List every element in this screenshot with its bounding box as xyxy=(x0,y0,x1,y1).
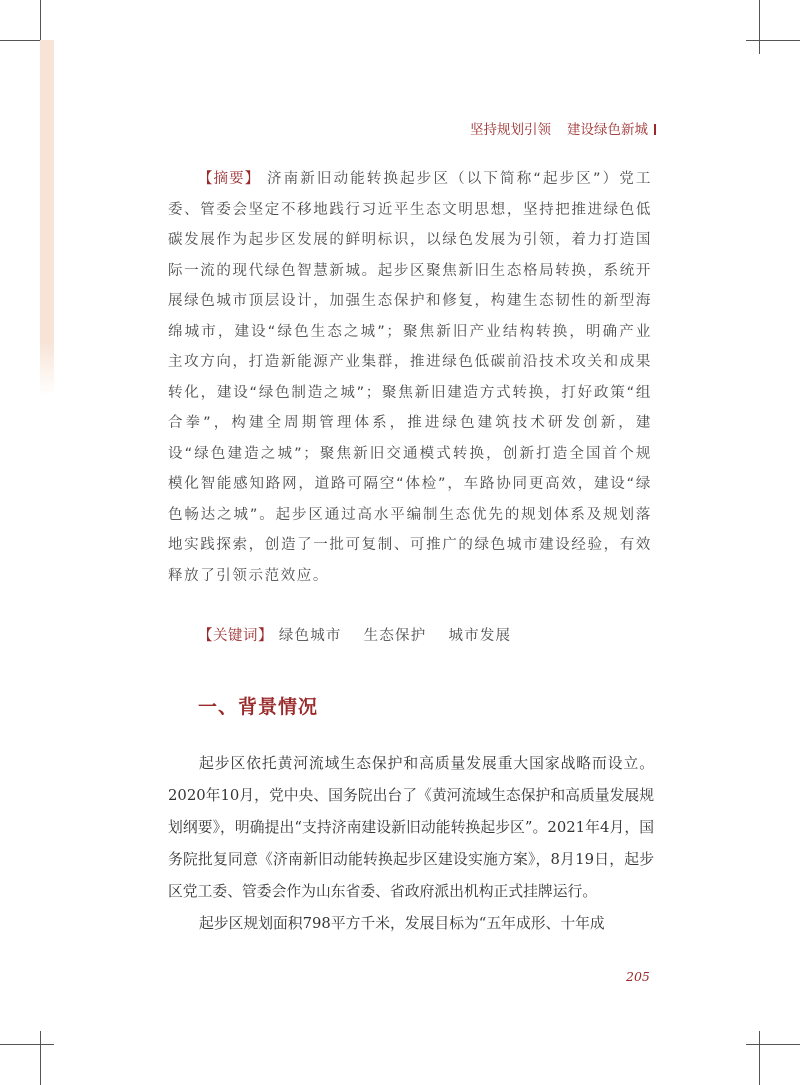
running-head-right: 建设绿色新城 xyxy=(567,122,648,138)
running-head xyxy=(470,118,670,138)
running-head-left: 坚持规划引领 xyxy=(470,122,551,138)
crop-mark-bottom-right-v xyxy=(759,1031,760,1085)
page-number: 205 xyxy=(626,969,650,984)
crop-mark-bottom-right-h xyxy=(746,1044,800,1045)
keywords-label: 【关键词】 xyxy=(198,628,273,644)
crop-mark-bottom-left-h xyxy=(0,1044,54,1045)
crop-mark-top-right-h xyxy=(746,40,800,41)
abstract xyxy=(168,164,652,591)
crop-mark-bottom-left-v xyxy=(40,1031,41,1085)
keyword-1: 绿色城市 xyxy=(278,628,342,644)
keyword-3: 城市发展 xyxy=(448,628,512,644)
keyword-2: 生态保护 xyxy=(363,628,427,644)
abstract-text: 济南新旧动能转换起步区（以下简称“起步区”）党工委、管委会坚定不移地践行习近平生态文明思想，坚持把推进绿色低碳发展作为起步区发展的鲜明标识，以绿色发展为引领，着力打造国际一流的现代绿色智慧新城。起步区聚焦新旧生态格局转换，系统开展绿色城市顶层设计，加强生态保护和修复，构建生态韧性的新型海绵城市，建设“绿色生态之城”；聚焦新旧产业结构转换，明确产业主攻方向，打造新能源产业集群，推进绿色低碳前沿技术攻关和成果转化，建设“绿色制造之城”；聚焦新旧建造方式转换，打好政策“组合拳”，构建全周期管理体系，推进绿色建筑技术研发创新，建设“绿色建造之城”；聚焦新旧交通模式转换，创新打造全国首个规模化智能感知路网，道路可隔空“体检”，车路协同更高效，建设“绿色畅达之城”。起步区通过高水平编制生态优先的规划体系及规划落地实践探索，创造了一批可复制、可推广的绿色城市建设经验，有效释放了引领示范效应。 xyxy=(168,171,653,584)
crop-mark-top-right-v xyxy=(759,0,760,54)
keywords xyxy=(198,622,658,650)
body-paragraph-1: 起步区依托黄河流域生态保护和高质量发展重大国家战略而设立。2020年10月，党中央、国务院出台了《黄河流域生态保护和高质量发展规划纲要》，明确提出“支持济南建设新旧动能转换起步区”。2021年4月，国务院批复同意《济南新旧动能转换起步区建设实施方案》，8月19日，起步区党工委、管委会作为山东省委、省政府派出机构正式挂牌运行。 xyxy=(168,755,654,900)
running-head-bar xyxy=(654,124,656,135)
abstract-label: 【摘要】 xyxy=(198,171,261,187)
section-title: 一、背景情况 xyxy=(198,696,319,718)
page-edge-band xyxy=(40,40,54,395)
body-paragraph-2: 起步区规划面积798平方千米，发展目标为“五年成形、十年成 xyxy=(199,915,605,932)
